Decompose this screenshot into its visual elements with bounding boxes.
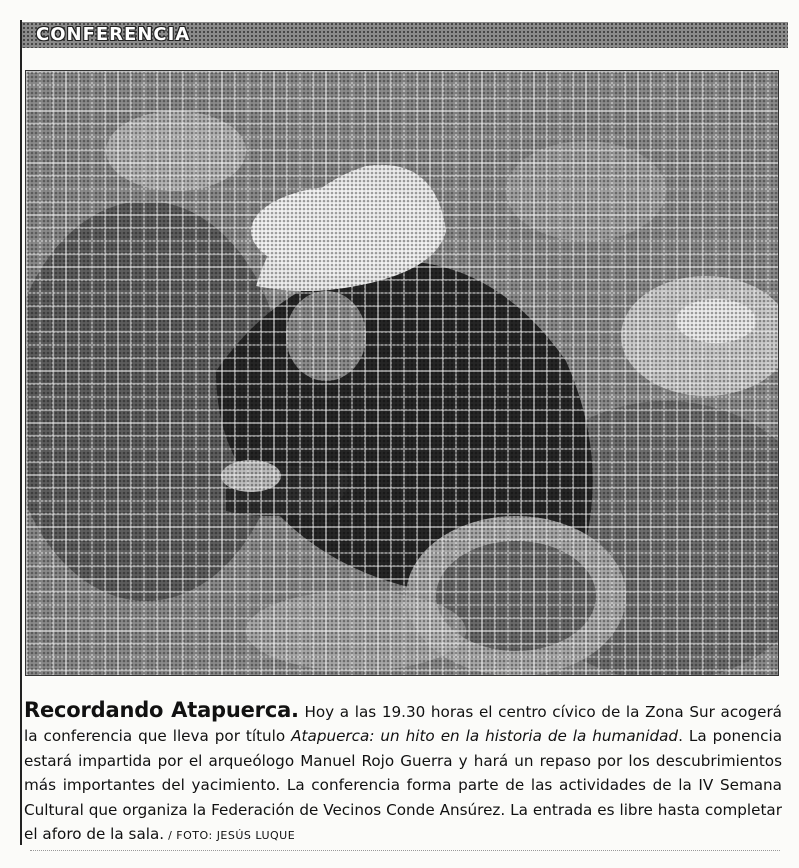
caption-text-2: . La ponencia estará impartida por el arqueólogo Manuel Rojo Guerra y hará un repaso por los descubrimientos más importantes del yacimiento. La conferencia forma parte de las actividades de la IV Semana Cultural que organiza la Federación de Vecinos Conde Ansúrez. La entrada es libre hasta completar el aforo de la sala. (24, 727, 783, 844)
column-rule (20, 20, 22, 845)
photo-credit-prefix: / FOTO: (164, 829, 217, 843)
caption-text-1: Hoy a las 19.30 horas el centro cívico de la Zona Sur acogerá la conferencia que lleva por título (24, 703, 782, 746)
photo-caption (24, 698, 782, 848)
bottom-divider (30, 850, 780, 852)
caption-headline: Recordando Atapuerca. (24, 698, 299, 722)
photo-credit-name: JESÚS LUQUE (216, 829, 296, 843)
section-label: CONFERENCIA (36, 24, 191, 45)
news-photo (25, 70, 779, 676)
conference-title: Atapuerca: un hito en la historia de la humanidad (291, 727, 679, 746)
